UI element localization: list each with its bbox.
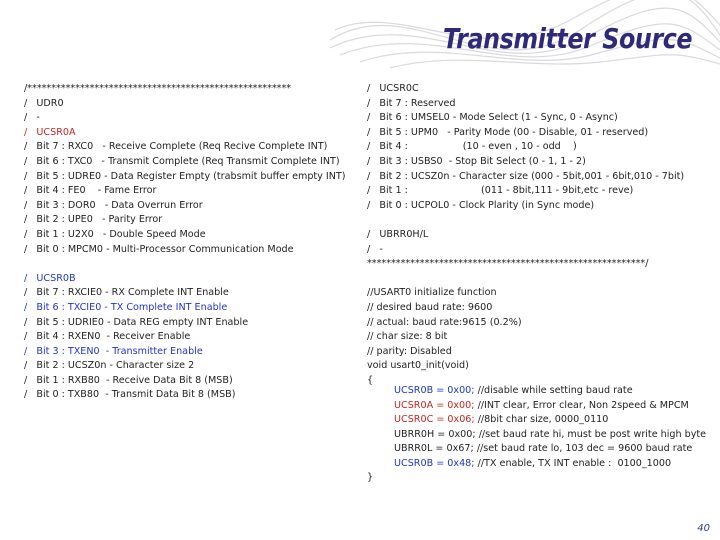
code-line: / UDR0 <box>24 97 64 109</box>
code-line: / Bit 7 : RXCIE0 - RX Complete INT Enable <box>24 287 229 299</box>
code-comment: //set baud rate lo, 103 dec = 9600 baud rate <box>476 443 693 455</box>
slide-title: Transmitter Source <box>442 22 692 55</box>
code-line: // actual: baud rate:9615 (0.2%) <box>367 316 522 328</box>
register-assignment: UCSR0B = 0x00; <box>394 385 475 396</box>
code-line: / Bit 5 : UDRE0 - Data Register Empty (trabsmit buffer empty INT) <box>24 170 346 182</box>
code-comment: //8bit char size, 0000_0110 <box>477 414 609 426</box>
code-line: / Bit 0 : MPCM0 - Multi-Processor Communication Mode <box>24 243 294 255</box>
code-line: } <box>367 472 374 483</box>
code-line: / UCSR0A <box>24 126 76 138</box>
code-statement <box>394 399 706 414</box>
code-line: /******************************************************* <box>24 83 292 94</box>
code-line: / Bit 5 : UDRIE0 - Data REG empty INT Enable <box>24 316 249 328</box>
code-line: / Bit 3 : USBS0 - Stop Bit Select (0 - 1, 1 - 2) <box>367 155 586 167</box>
code-line: / UBRR0H/L <box>367 228 429 240</box>
code-line: / Bit 2 : UCSZ0n - Character size (000 - 5bit,001 - 6bit,010 - 7bit) <box>367 170 685 182</box>
code-line: / Bit 6 : TXC0 - Transmit Complete (Req Transmit Complete INT) <box>24 155 340 167</box>
code-line: / Bit 1 : RXB80 - Receive Data Bit 8 (MSB) <box>24 374 233 386</box>
code-comment: //set baud rate hi, must be post write high byte <box>478 428 707 440</box>
code-statement <box>394 384 706 399</box>
code-line: / Bit 2 : UCSZ0n - Character size 2 <box>24 360 195 372</box>
code-line: / UCSR0B <box>24 272 76 284</box>
code-line: / UCSR0C <box>367 83 419 94</box>
code-line: / Bit 7 : Reserved <box>367 97 456 109</box>
register-assignment: UCSR0C = 0x06; <box>394 414 475 426</box>
code-line: // desired baud rate: 9600 <box>367 301 493 313</box>
code-line: / Bit 6 : TXCIE0 - TX Complete INT Enable <box>24 301 228 313</box>
code-line <box>24 257 346 272</box>
code-line: / Bit 6 : UMSEL0 - Mode Select (1 - Sync, 0 - Async) <box>367 112 618 124</box>
code-line: **********************************************************/ <box>367 258 649 270</box>
code-line <box>367 272 684 287</box>
code-line: / - <box>24 112 40 124</box>
register-assignment: UCSR0A = 0x00; <box>394 399 475 411</box>
code-line: / Bit 1 : U2X0 - Double Speed Mode <box>24 228 206 240</box>
closing-brace <box>367 471 373 486</box>
code-line: //USART0 initialize function <box>367 287 497 299</box>
code-line: / - <box>367 243 383 255</box>
code-line: / Bit 3 : TXEN0 - Transmitter Enable <box>24 345 203 357</box>
code-comment: //disable while setting baud rate <box>477 385 633 396</box>
code-statement <box>394 457 706 472</box>
code-line: / Bit 5 : UPM0 - Parity Mode (00 - Disable, 01 - reserved) <box>367 126 649 138</box>
code-line: / Bit 4 : RXEN0 - Receiver Enable <box>24 331 191 343</box>
code-line: // parity: Disabled <box>367 345 452 357</box>
code-line: / Bit 1 : (011 - 8bit,111 - 9bit,etc - reve) <box>367 185 634 197</box>
code-comment: //INT clear, Error clear, Non 2speed & MPCM <box>477 399 689 411</box>
register-description-right <box>367 82 684 388</box>
register-description-left <box>24 82 346 403</box>
code-line: / Bit 2 : UPE0 - Parity Error <box>24 214 163 226</box>
code-line: / Bit 0 : TXB80 - Transmit Data Bit 8 (MSB) <box>24 389 236 401</box>
code-line: / Bit 7 : RXC0 - Receive Complete (Req Recive Complete INT) <box>24 141 328 153</box>
code-line: / Bit 4 : (10 - even , 10 - odd ) <box>367 141 577 153</box>
usart-init-code-body <box>394 384 706 472</box>
register-assignment: UCSR0B = 0x48; <box>394 457 475 469</box>
code-comment: //TX enable, TX INT enable : 0100_1000 <box>477 457 672 469</box>
page-number: 40 <box>697 523 710 534</box>
code-line: / Bit 0 : UCPOL0 - Clock Plarity (in Sync mode) <box>367 199 595 211</box>
code-line <box>367 213 684 228</box>
code-line: / Bit 3 : DOR0 - Data Overrun Error <box>24 199 203 211</box>
register-assignment: UBRR0L = 0x67; <box>394 443 474 455</box>
code-statement <box>394 413 706 428</box>
code-statement <box>394 428 706 443</box>
code-line: // char size: 8 bit <box>367 331 448 343</box>
code-line: / Bit 4 : FE0 - Fame Error <box>24 185 157 197</box>
code-line: void usart0_init(void) <box>367 360 469 372</box>
code-line: { <box>367 374 374 386</box>
register-assignment: UBRR0H = 0x00; <box>394 428 476 440</box>
code-statement <box>394 442 706 457</box>
